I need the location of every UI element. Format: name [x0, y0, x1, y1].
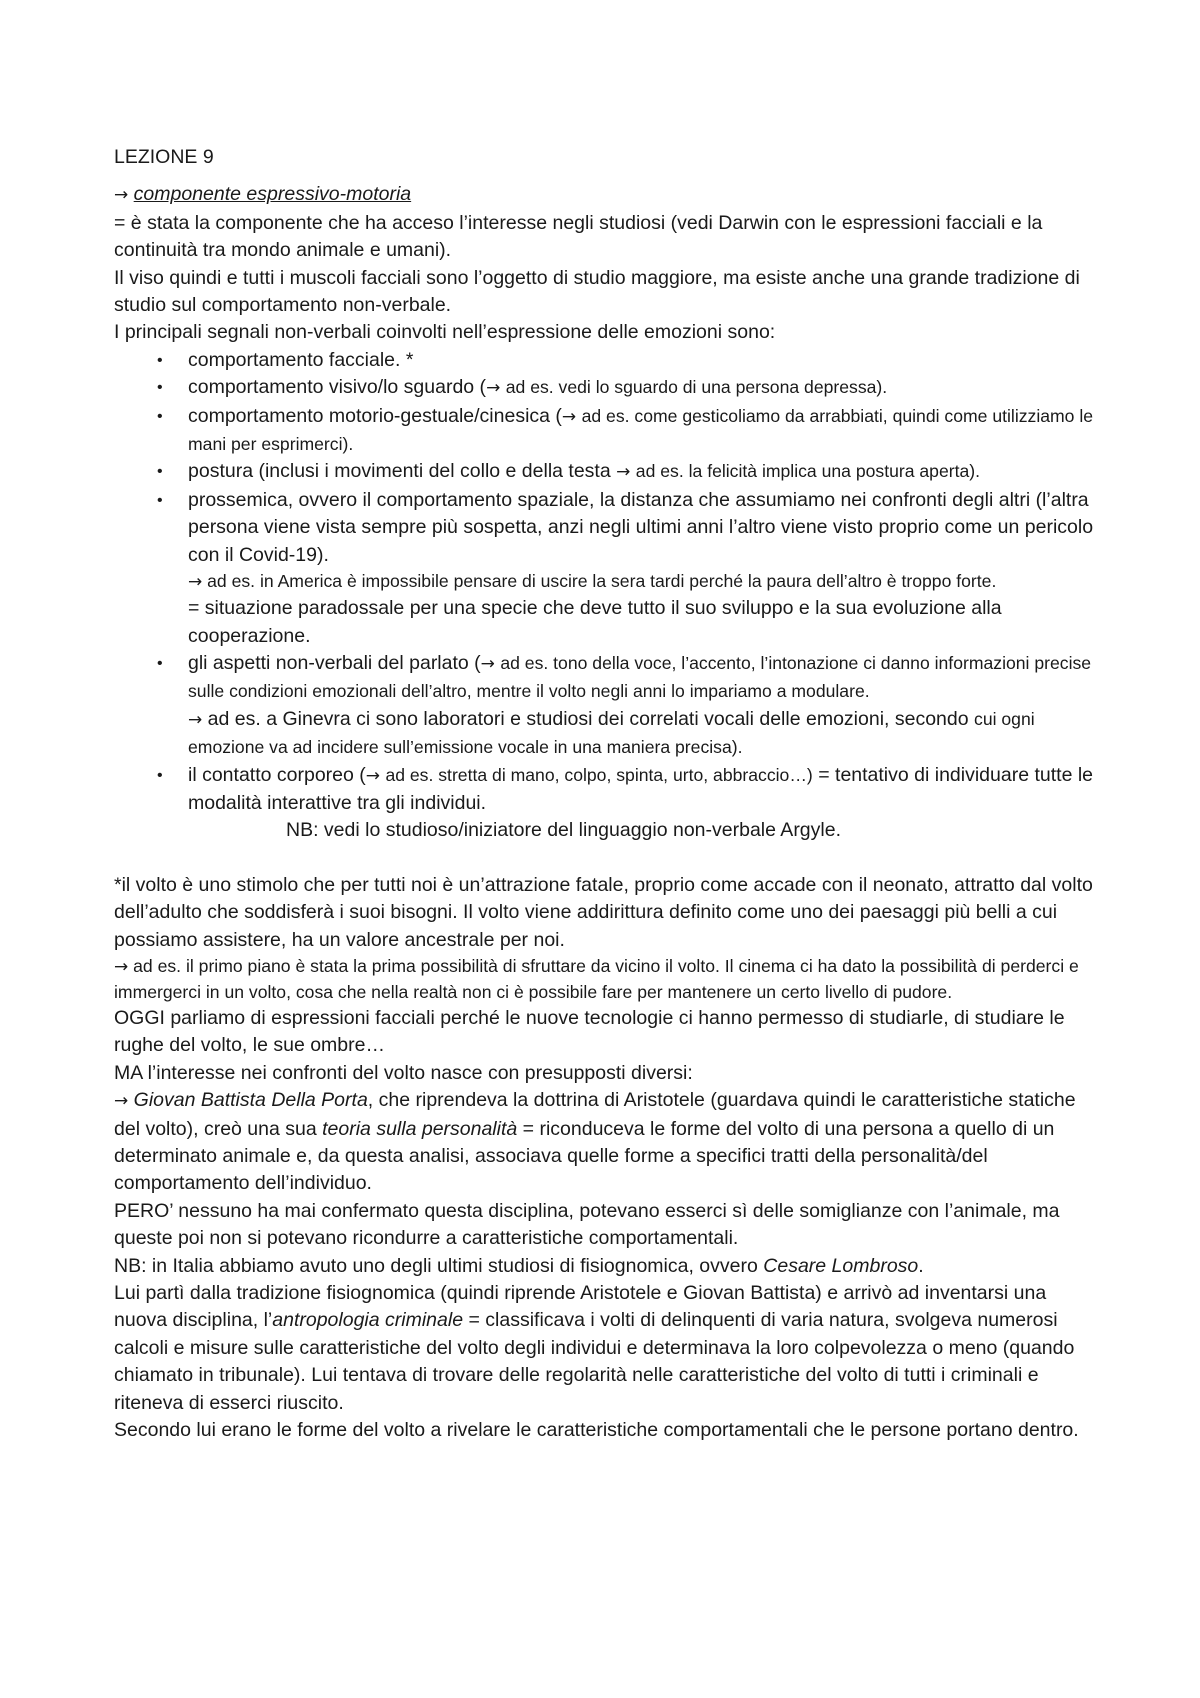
arrow-icon: → — [561, 406, 577, 427]
page-title: LEZIONE 9 — [114, 146, 214, 168]
face-paragraph-8: Lui partì dalla tradizione fisiognomica (quindi riprende Aristotele e Giovan Battista) e arrivò ad inventarsi una nuova disciplina, l’antropologia criminale = classificava i volti di delinquenti di varia natura, svolgeva numerosi calcoli e misure sulle caratteristiche del volto degli individui e determinava la loro colpevolezza o meno (quando chiamato in tribunale). Lui tentava di trovare delle regolarità nelle caratteristiche del volto di tutti i criminali e riteneva di esserci riuscito. — [114, 1282, 1075, 1414]
arrow-icon: → — [188, 709, 203, 730]
list-item: • comportamento facciale. * — [114, 347, 1100, 374]
bullet-icon: • — [157, 766, 163, 784]
face-paragraph-5: → Giovan Battista Della Porta, che riprendeva la dottrina di Aristotele (guardava quindi le caratteristiche statiche del volto), creò una sua teoria sulla personalità = riconduceva le forme del volto di una persona a quello di un determinato animale e, da questa analisi, associava quelle forme a specifici tratti della personalità/del comportamento dell’individuo. — [114, 1089, 1076, 1195]
face-paragraph-2: → ad es. il primo piano è stata la prima possibilità di sfruttare da vicino il volto. Il cinema ci ha dato la possibilità di perderci e immergerci in un volto, cosa che nella realtà non ci è possibile fare per mantenere un certo livello di pudore. — [114, 955, 1079, 1002]
bullet-icon: • — [157, 379, 163, 397]
list-item: • comportamento motorio-gestuale/cinesica (→ ad es. come gesticoliamo da arrabbiati, quindi come utilizziamo le mani per esprimerci). — [157, 404, 1094, 455]
intro-paragraph-2: Il viso quindi e tutti i muscoli facciali sono l’oggetto di studio maggiore, ma esiste anche una grande tradizione di studio sul comportamento non-verbale. — [114, 266, 1080, 317]
bullet-icon: • — [157, 654, 163, 672]
face-paragraph-9: Secondo lui erano le forme del volto a rivelare le caratteristiche comportamentali che le persone portano dentro. — [114, 1419, 1079, 1442]
bullet-icon: • — [157, 407, 163, 425]
list-subnote: → ad es. a Ginevra ci sono laboratori e studiosi dei correlati vocali delle emozioni, secondo cui ogni emozione va ad incidere sull’emissione vocale in una maniera precisa). — [188, 707, 1035, 758]
face-paragraph-4: MA l’interesse nei confronti del volto nasce con presupposti diversi: — [114, 1061, 693, 1084]
heading-text: componente espressivo-motoria — [133, 183, 412, 206]
arrow-icon: → — [616, 462, 631, 483]
arrow-icon: → — [480, 653, 495, 674]
list-item: • prossemica, ovvero il comportamento spaziale, la distanza che assumiamo nei confronti degli altri (l’altra persona viene vista sempre più sospetta, anzi negli ultimi anni l’altro viene visto proprio come un pericolo con il Covid-19). → ad es. in America è impossibile pensare di uscire la sera tardi perché la paura dell’altro è troppo forte. = situazione paradossale per una specie che deve tutto il suo sviluppo e la sua evoluzione alla cooperazione. — [114, 487, 1100, 650]
list-subnote: = situazione paradossale per una specie che deve tutto il suo sviluppo e la sua evoluzione alla cooperazione. — [188, 597, 1002, 647]
bullet-icon: • — [157, 491, 163, 509]
face-paragraph-3: OGGI parliamo di espressioni facciali perché le nuove tecnologie ci hanno permesso di studiarle, di studiare le rughe del volto, le sue ombre… — [114, 1006, 1065, 1057]
list-item: • postura (inclusi i movimenti del collo e della testa → ad es. la felicità implica una postura aperta). — [114, 458, 1100, 486]
list-item: • comportamento visivo/lo sguardo (→ ad es. vedi lo sguardo di una persona depressa). — [114, 374, 1100, 402]
face-paragraph-6: PERO’ nessuno ha mai confermato questa disciplina, potevano esserci sì delle somiglianze con l’animale, ma queste poi non si potevano ricondurre a caratteristiche comportamentali. — [114, 1199, 1060, 1250]
nb-argyle-note: NB: vedi lo studioso/iniziatore del linguaggio non-verbale Argyle. — [286, 819, 841, 842]
document-page — [114, 144, 1100, 1444]
arrow-icon: → — [188, 572, 203, 593]
arrow-icon: → — [114, 956, 129, 977]
bullet-icon: • — [157, 351, 163, 369]
arrow-icon: → — [114, 1091, 129, 1112]
arrow-icon: → — [486, 378, 501, 399]
list-item: • gli aspetti non-verbali del parlato (→ ad es. tono della voce, l’accento, l’intonazione ci danno informazioni precise sulle condizioni emozionali dell’altro, mentre il volto negli anni lo impariamo a modulare. → ad es. a Ginevra ci sono laboratori e studiosi dei correlati vocali delle emozioni, secondo cui ogni emozione va ad incidere sull’emissione vocale in una maniera precisa). — [114, 650, 1100, 762]
signals-list — [114, 347, 1100, 818]
face-paragraph-1: *il volto è uno stimolo che per tutti noi è un’attrazione fatale, proprio come accade con il neonato, attratto dal volto dell’adulto che soddisferà i suoi bisogni. Il volto viene addirittura definito come uno dei paesaggi più belli a cui possiamo assistere, ha un valore ancestrale per noi. — [114, 873, 1093, 951]
list-item: • il contatto corporeo (→ ad es. stretta di mano, colpo, spinta, urto, abbraccio…) = tentativo di individuare tutte le modalità interattive tra gli individui. — [157, 763, 1094, 814]
bullet-icon: • — [157, 463, 163, 481]
face-paragraph-7: NB: in Italia abbiamo avuto uno degli ultimi studiosi di fisiognomica, ovvero Cesare Lombroso. — [114, 1254, 924, 1277]
spacer — [114, 845, 1100, 872]
intro-paragraph-3: I principali segnali non-verbali coinvolti nell’espressione delle emozioni sono: — [114, 321, 776, 344]
list-subnote: → ad es. in America è impossibile pensare di uscire la sera tardi perché la paura dell’altro è troppo forte. — [188, 571, 997, 593]
intro-paragraph-1: = è stata la componente che ha acceso l’interesse negli studiosi (vedi Darwin con le espressioni facciali e la continuità tra mondo animale e umani). — [114, 211, 1043, 262]
section-heading — [114, 181, 1100, 209]
arrow-icon: → — [365, 765, 381, 786]
arrow-icon: → — [114, 185, 129, 206]
